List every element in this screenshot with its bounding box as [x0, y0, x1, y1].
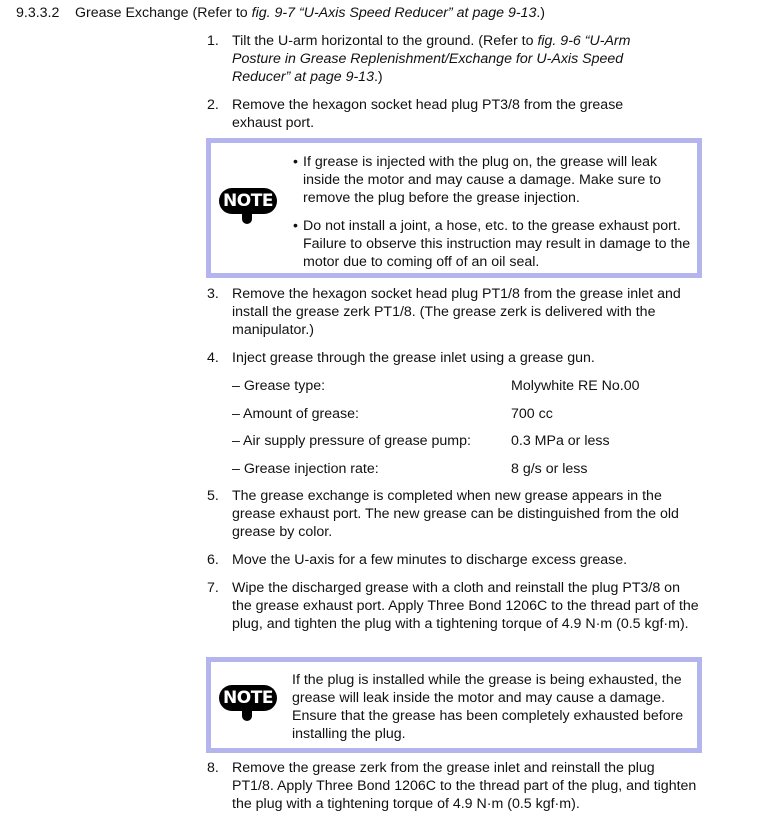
step-2 [207, 96, 707, 132]
note-bullet-text: Do not install a joint, a hose, etc. to the grease exhaust port. Failure to observe this instruction may result in damage to the motor due to coming off of an oil seal. [303, 218, 691, 270]
step-text: Move the U-axis for a few minutes to discharge excess grease. [232, 552, 628, 568]
step-text-close: .) [373, 69, 383, 85]
step-text: Remove the hexagon socket head plug PT3/8 from the grease exhaust port. [232, 97, 624, 131]
spec-value: Molywhite RE No.00 [511, 378, 640, 394]
figure-reference-link[interactable]: fig. 9-6 “U-Arm Posture in Grease Replenishment/Exchange for U-Axis Speed Reducer” at page 9-13 [232, 33, 631, 85]
step-number: 1. [207, 33, 219, 49]
spec-row [232, 377, 672, 405]
note-box-1 [206, 138, 702, 278]
note-bullet-2 [293, 217, 698, 271]
spec-value: 0.3 MPa or less [511, 433, 610, 449]
spec-label: – Grease injection rate: [232, 460, 379, 477]
section-number: 9.3.3.2 [16, 5, 60, 21]
step-text: The grease exchange is completed when new grease appears in the grease exhaust port. The new grease can be distinguished from the old grease by color. [232, 488, 679, 540]
step-number: 8. [207, 760, 219, 776]
step-number: 7. [207, 580, 219, 596]
note-badge [219, 188, 277, 226]
spec-row [232, 432, 672, 460]
step-8 [207, 759, 707, 813]
step-3 [207, 285, 707, 339]
step-text: Remove the hexagon socket head plug PT1/8 from the grease inlet and install the grease zerk PT1/8. (The grease zerk is delivered with the manipulator.) [232, 286, 681, 338]
figure-reference-link[interactable]: fig. 9-7 “U-Axis Speed Reducer” at page 9-13 [251, 5, 537, 21]
note-box-2 [206, 657, 702, 753]
note-label: NOTE [219, 685, 277, 711]
step-7 [207, 579, 707, 633]
spec-label: – Grease type: [232, 378, 326, 394]
note-badge [219, 685, 277, 723]
note-bullet-text: If grease is injected with the plug on, the grease will leak inside the motor and may cause a damage. Make sure to remove the plug before the grease injection. [303, 154, 662, 206]
step-4 [207, 349, 707, 367]
section-heading [16, 5, 545, 21]
spec-value: 700 cc [511, 405, 553, 422]
step-1 [207, 32, 707, 86]
section-title-close: .) [536, 5, 546, 21]
bullet-icon: • [293, 154, 298, 170]
step-number: 4. [207, 350, 219, 366]
step-number: 6. [207, 552, 219, 568]
spec-row [232, 405, 672, 433]
note-badge-drop [242, 214, 252, 224]
spec-row [232, 460, 672, 488]
bullet-icon: • [293, 218, 298, 234]
spec-label: – Amount of grease: [232, 405, 359, 422]
spec-label: – Air supply pressure of grease pump: [232, 433, 471, 449]
step-6 [207, 551, 707, 569]
step-number: 3. [207, 286, 219, 302]
step-text: Remove the grease zerk from the grease inlet and reinstall the plug PT1/8. Apply Three Bond 1206C to the thread part of the plug, and tighten the plug with a tightening torque of 4.9 N·m (0.5 kgf·m). [232, 760, 697, 812]
spec-value: 8 g/s or less [511, 460, 588, 477]
note-badge-drop [242, 711, 252, 721]
step-text: Inject grease through the grease inlet using a grease gun. [232, 350, 595, 366]
note-text: If the plug is installed while the grease is being exhausted, the grease will leak inside the motor and may cause a damage. Ensure that the grease has been completely exhausted before installing the plug. [292, 672, 684, 742]
step-number: 5. [207, 488, 219, 504]
step-text: Wipe the discharged grease with a cloth and reinstall the plug PT3/8 on the grease exhaust port. Apply Three Bond 1206C to the thread part of the plug, and tighten the plug with a tightening torque of 4.9 N·m (0.5 kgf·m). [232, 580, 699, 632]
note-bullet-1 [293, 153, 698, 207]
step-5 [207, 487, 707, 541]
step-text: Tilt the U-arm horizontal to the ground. (Refer to [232, 33, 538, 49]
section-title: Grease Exchange (Refer to [75, 5, 252, 21]
note-label: NOTE [219, 188, 277, 214]
step-number: 2. [207, 97, 219, 113]
grease-spec-list [232, 377, 672, 487]
